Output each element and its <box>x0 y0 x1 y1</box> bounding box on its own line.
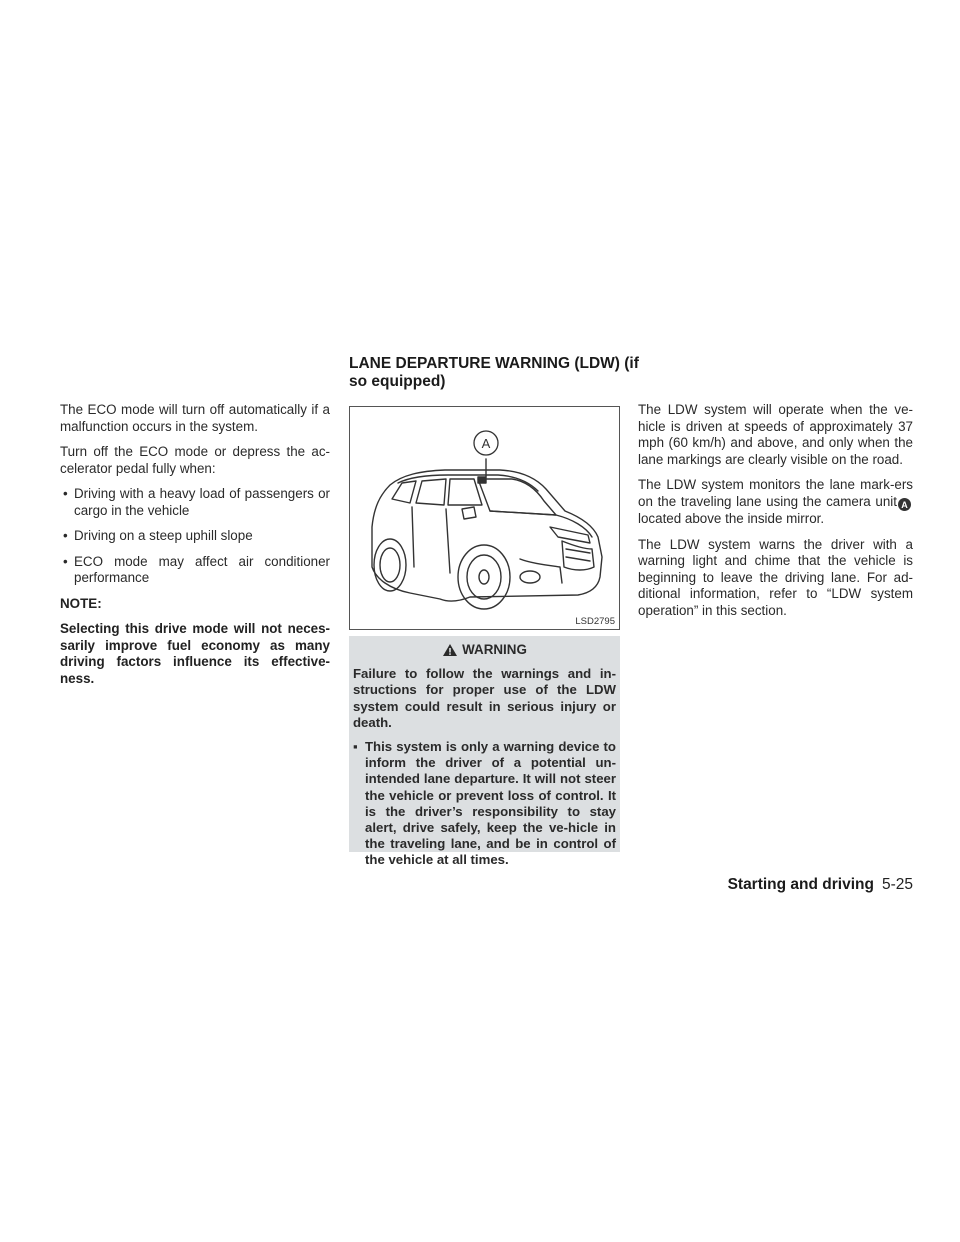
warning-box <box>349 636 620 868</box>
warning-heading <box>353 642 616 658</box>
ldw-warns-paragraph: The LDW system warns the driver with a warning light and chime that the vehicle is beginning to leave the driving lane. For ad-ditional information, refer to “LDW system operation” in this section. <box>638 536 913 618</box>
callout-a-marker: A <box>898 498 911 511</box>
left-column <box>60 402 330 696</box>
ldw-monitor-text: The LDW system monitors the lane mark-ers on the traveling lane using the camera unit <box>638 477 913 509</box>
footer-section-name: Starting and driving <box>727 876 874 893</box>
note-label: NOTE: <box>60 595 102 611</box>
list-item: • Driving on a steep uphill slope <box>60 528 330 545</box>
eco-conditions-list <box>60 486 330 587</box>
suv-illustration <box>350 407 619 629</box>
page-number: 5-25 <box>881 876 913 893</box>
ldw-camera-figure <box>349 406 620 630</box>
eco-malfunction-paragraph: The ECO mode will turn off automatically if a malfunction occurs in the system. <box>60 402 330 434</box>
ldw-operate-paragraph: The LDW system will operate when the ve-hicle is driven at speeds of approximately 37 mph (60 km/h) and above, and only when the lane markings are clearly visible on the road. <box>638 402 913 467</box>
note-text: Selecting this drive mode will not neces-sarily improve fuel economy as many driving factors influence its effective-ness. <box>60 621 330 686</box>
figure-callout-a: A <box>481 436 491 451</box>
list-item: ▪ This system is only a warning device to inform the driver of a potential un-intended lane departure. It will not steer the vehicle or prevent loss of control. It is the driver’s responsibility to stay alert, drive safely, keep the ve-hicle in the traveling lane, and be in control of the vehicle at all times. <box>353 739 616 869</box>
section-title: LANE DEPARTURE WARNING (LDW) (if so equipped) <box>349 355 639 390</box>
ldw-monitor-paragraph <box>638 477 913 528</box>
warning-paragraph: Failure to follow the warnings and in-structions for proper use of the LDW system could result in serious injury or death. <box>353 666 616 730</box>
eco-turn-off-paragraph: Turn off the ECO mode or depress the ac-celerator pedal fully when: <box>60 444 330 476</box>
figure-code: LSD2795 <box>575 616 615 627</box>
ldw-monitor-text-end: located above the inside mirror. <box>638 511 825 527</box>
list-item: • ECO mode may affect air conditioner performance <box>60 554 330 587</box>
right-column <box>638 402 913 628</box>
warning-list <box>353 739 616 869</box>
warning-triangle-icon <box>442 643 458 657</box>
list-item: • Driving with a heavy load of passengers or cargo in the vehicle <box>60 486 330 519</box>
warning-heading-text: WARNING <box>462 642 527 657</box>
page-footer <box>701 876 913 894</box>
